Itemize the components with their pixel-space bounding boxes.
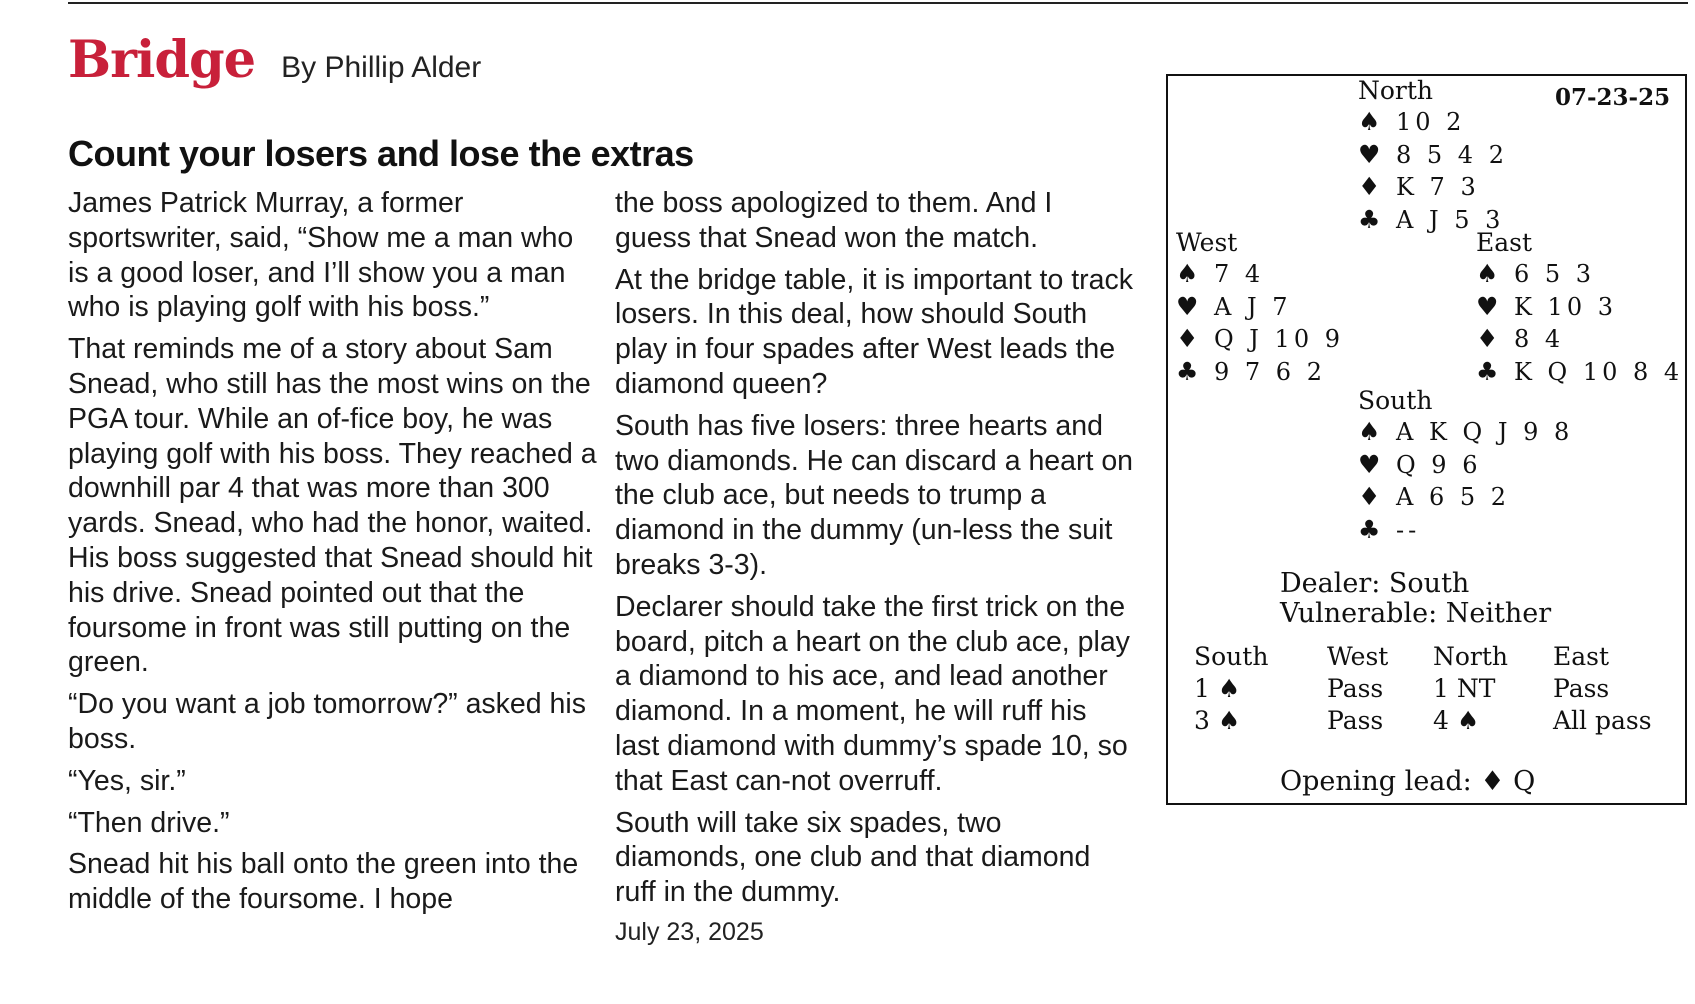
auction-header-row — [1194, 641, 1663, 673]
paragraph: South will take six spades, two diamonds, one club and that diamond ruff in the dummy. — [615, 806, 1091, 909]
cards: 7 4 — [1214, 260, 1265, 288]
auction-bid: Pass — [1327, 674, 1384, 703]
auction-bid: 3 ♠ — [1194, 706, 1241, 735]
paragraph: James Patrick Murray, a former sportswriter, said, “Show me a man who is a good loser, and I’ll show you a man who is playing golf with his boss.” — [68, 187, 574, 324]
suit-row-hearts — [1476, 291, 1683, 324]
suit-row-diamonds — [1358, 481, 1573, 514]
suit-row-clubs — [1176, 356, 1344, 389]
column-brand: Bridge — [68, 30, 256, 90]
cards: K 10 3 — [1514, 292, 1617, 321]
byline: By Phillip Alder — [281, 51, 482, 84]
masthead — [68, 30, 481, 90]
cards: 8 4 — [1514, 325, 1565, 353]
paragraph: South has five losers: three hearts and two diamonds. He can discard a heart on the club ace, but needs to trump a diamond in the dummy (un-less the suit breaks 3-3). — [615, 409, 1134, 581]
seat-label: West — [1176, 228, 1238, 257]
article-column-1 — [68, 186, 598, 924]
cards: 8 5 4 2 — [1396, 140, 1508, 169]
vulnerability-label: Vulnerable: Neither — [1280, 598, 1552, 629]
auction-bid: Pass — [1553, 674, 1610, 703]
cards: -- — [1396, 515, 1421, 544]
paragraph: That reminds me of a story about Sam Snead, who still has the most wins on the PGA tour. While an of-fice boy, he was playing golf with his boss. They reached a downhill par 4 that was more than 300 yards. Snead, who had the honor, waited. His boss suggested that Snead should hit his drive. Snead pointed out that the foursome in front was still putting on the green. — [68, 333, 597, 679]
spade-icon: ♠ — [1358, 417, 1381, 446]
suit-row-clubs — [1476, 356, 1683, 389]
suit-row-hearts — [1358, 449, 1573, 482]
cards: K Q 10 8 4 — [1514, 357, 1684, 386]
diamond-icon: ♦ — [1476, 324, 1499, 353]
bridge-diagram — [1166, 74, 1687, 805]
paragraph: At the bridge table, it is important to track losers. In this deal, how should South play in four spades after West leads the diamond queen? — [615, 263, 1133, 400]
seat-label: East — [1476, 228, 1533, 257]
auction-bid: All pass — [1553, 706, 1652, 735]
hand-south — [1358, 386, 1573, 546]
cards: A J 5 3 — [1396, 205, 1505, 234]
heart-icon: ♥ — [1176, 291, 1199, 321]
cards: A K Q J 9 8 — [1396, 418, 1574, 446]
paragraph: Declarer should take the first trick on the board, pitch a heart on the club ace, play a diamond to his ace, and lead another diamond. In a moment, he will ruff his last diamond with dummy’s spade 10, so that East can-not overruff. — [615, 590, 1130, 797]
auction-header: South — [1194, 642, 1269, 671]
club-icon: ♣ — [1176, 356, 1199, 386]
auction-bid: 4 ♠ — [1433, 706, 1480, 735]
cards: 9 7 6 2 — [1214, 357, 1326, 386]
seat-label: North — [1358, 76, 1434, 105]
suit-row-diamonds — [1476, 323, 1683, 356]
suit-row-spades — [1358, 416, 1573, 449]
club-icon: ♣ — [1358, 514, 1381, 544]
auction-table — [1194, 641, 1663, 737]
hand-east — [1476, 228, 1683, 388]
dealer-label: Dealer: South — [1280, 568, 1470, 599]
dateline: July 23, 2025 — [615, 917, 764, 946]
deal-conditions — [1280, 569, 1551, 629]
paragraph: Snead hit his ball onto the green into the middle of the foursome. I hope — [68, 848, 579, 916]
cards: 10 2 — [1396, 108, 1466, 136]
club-icon: ♣ — [1358, 204, 1381, 234]
auction-bid: Pass — [1327, 706, 1384, 735]
auction-row — [1194, 705, 1663, 737]
auction-row — [1194, 673, 1663, 705]
suit-row-diamonds — [1358, 171, 1508, 204]
cards: K 7 3 — [1396, 173, 1480, 201]
suit-row-spades — [1358, 106, 1508, 139]
cards: A 6 5 2 — [1396, 483, 1511, 511]
suit-row-hearts — [1358, 139, 1508, 172]
paragraph: “Then drive.” — [68, 806, 230, 839]
deal-date: 07-23-25 — [1555, 84, 1671, 111]
heart-icon: ♥ — [1358, 139, 1381, 169]
diamond-icon: ♦ — [1358, 482, 1381, 511]
paragraph: the boss apologized to them. And I guess that Snead won the match. — [615, 187, 1053, 254]
spade-icon: ♠ — [1358, 107, 1381, 136]
cards: Q J 10 9 — [1214, 325, 1344, 353]
spade-icon: ♠ — [1176, 259, 1199, 288]
suit-row-spades — [1176, 258, 1344, 291]
headline: Count your losers and lose the extras — [68, 133, 694, 174]
paragraph: “Do you want a job tomorrow?” asked his boss. — [68, 688, 586, 755]
article-column-2 — [615, 186, 1135, 947]
heart-icon: ♥ — [1476, 291, 1499, 321]
suit-row-spades — [1476, 258, 1683, 291]
suit-row-clubs — [1358, 514, 1573, 547]
auction-bid: 1 NT — [1433, 674, 1496, 703]
cards: Q 9 6 — [1396, 450, 1482, 479]
seat-label: South — [1358, 386, 1433, 415]
cards: 6 5 3 — [1514, 260, 1596, 288]
auction-header: West — [1327, 642, 1389, 671]
paragraph: “Yes, sir.” — [68, 764, 186, 797]
club-icon: ♣ — [1476, 356, 1499, 386]
cards: A J 7 — [1214, 292, 1292, 321]
spade-icon: ♠ — [1476, 259, 1499, 288]
hand-west — [1176, 228, 1344, 388]
opening-lead: Opening lead: ♦ Q — [1280, 766, 1536, 797]
suit-row-diamonds — [1176, 323, 1344, 356]
diamond-icon: ♦ — [1358, 172, 1381, 201]
top-rule — [68, 2, 1688, 4]
auction-header: East — [1553, 642, 1610, 671]
hand-north — [1358, 76, 1508, 236]
diamond-icon: ♦ — [1176, 324, 1199, 353]
heart-icon: ♥ — [1358, 449, 1381, 479]
auction-header: North — [1433, 642, 1509, 671]
suit-row-hearts — [1176, 291, 1344, 324]
auction-bid: 1 ♠ — [1194, 674, 1241, 703]
